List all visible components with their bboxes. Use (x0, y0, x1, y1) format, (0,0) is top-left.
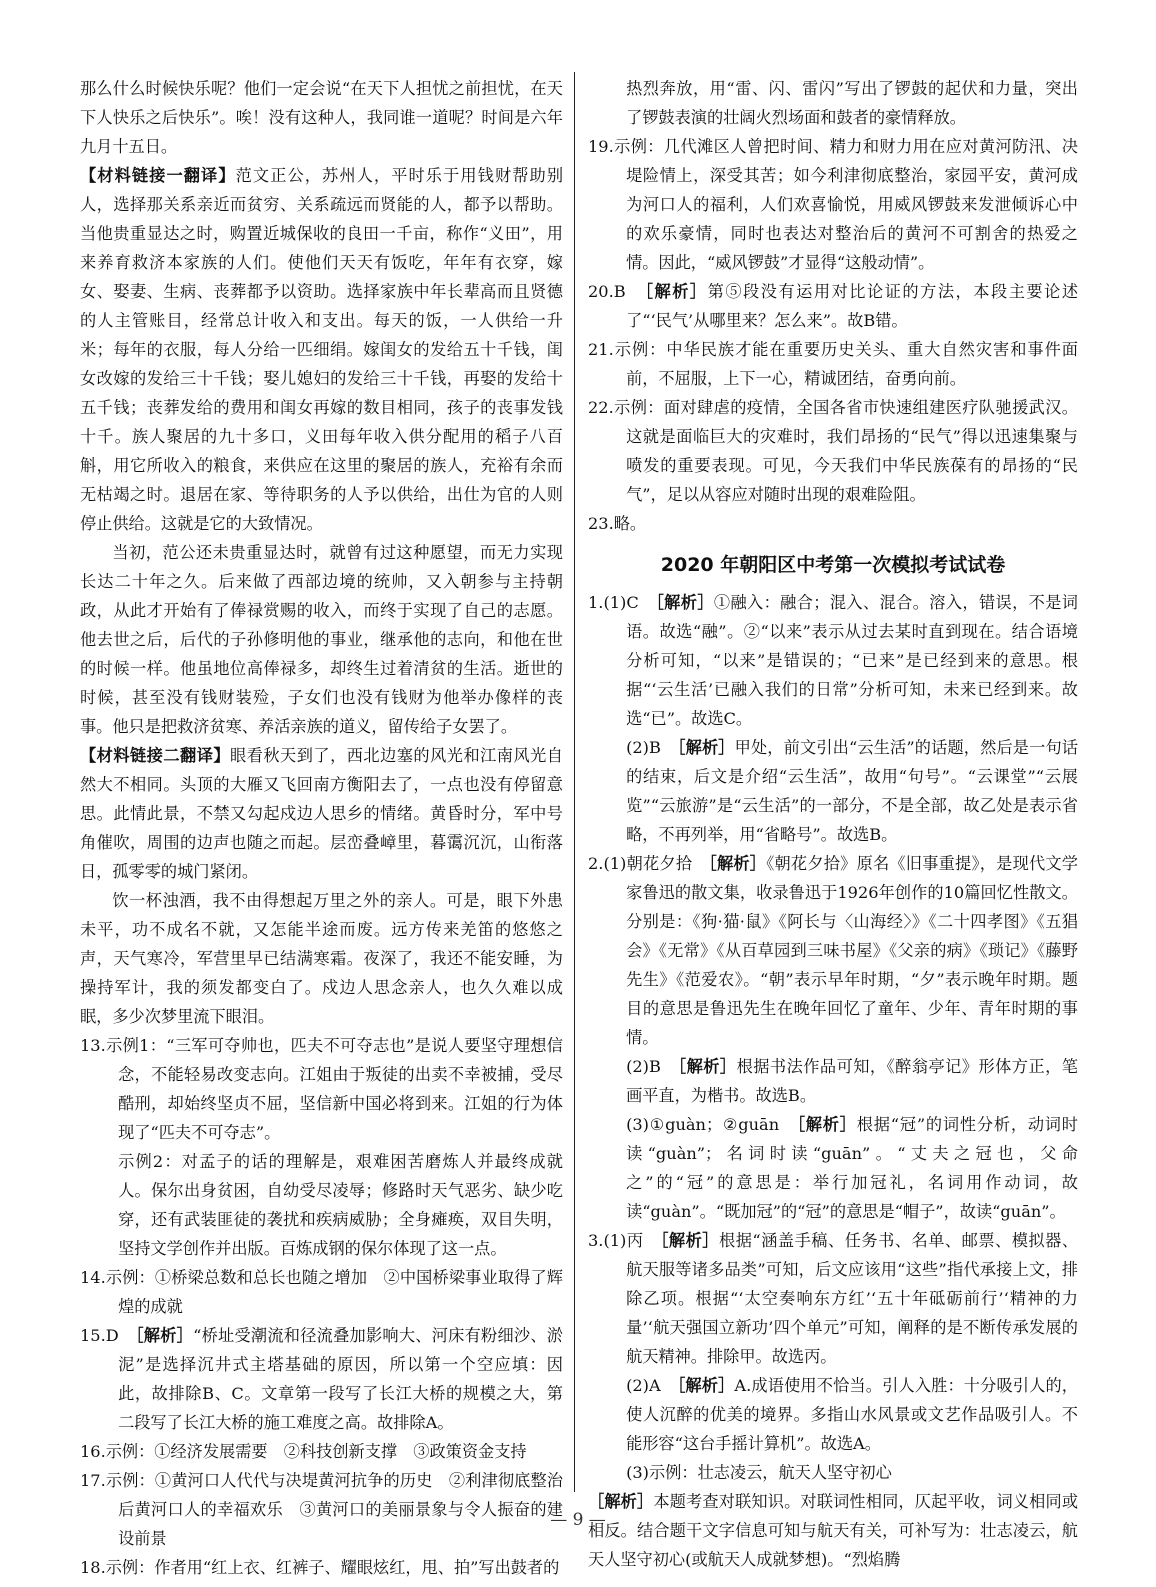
answer-item (588, 1371, 1078, 1458)
answer-text: 根据“冠”的词性分析，动词时读“guàn”；名词时读“guān”。“丈夫之冠也，父命之”的“冠”的意思是：举行加冠礼，名词用作动词，故读“guàn”。“既加冠”的“冠”的意思是“帽子”，故读“guān”。 (626, 1115, 1078, 1221)
paragraph-text: 眼看秋天到了，西北边塞的风光和江南风光自然大不相同。头顶的大雁又飞回南方衡阳去了，一点也没有停留意思。此情此景，不禁又勾起戍边人思乡的情绪。黄昏时分，军中号角催吹，周围的边声也随之而起。层峦叠嶂里，暮霭沉沉，山衔落日，孤零零的城门紧闭。 (80, 746, 563, 881)
answer-item: 22.示例：面对肆虐的疫情，全国各省市快速组建医疗队驰援武汉。这就是面临巨大的灾难时，我们昂扬的“民气”得以迅速集聚与喷发的重要表现。可见，今天我们中华民族葆有的昂扬的“民气”，足以从容应对随时出现的艰难险阻。 (588, 398, 1078, 504)
answer-key: 15.D (80, 1326, 136, 1345)
section-tag: 【材料链接一翻译】 (80, 166, 236, 185)
paragraph (80, 161, 563, 538)
answer-item: 热烈奔放，用“雷、闪、雷闪”写出了锣鼓的起伏和力量，突出了锣鼓表演的壮阔火烈场面和鼓者的豪情释放。 (626, 79, 1078, 127)
answer-text: 根据书法作品可知，《醉翁亭记》形体方正，笔画平直，为楷书。故选B。 (626, 1057, 1078, 1105)
answer-item (588, 733, 1078, 849)
analysis-tag: ［解析］ (655, 593, 714, 612)
answer-item: 23.略。 (588, 514, 647, 533)
paragraph: 那么什么时候快乐呢？他们一定会说“在天下人担忧之前担忧，在天下人快乐之后快乐”。唉！没有这种人，我同谁一道呢？时间是六年九月十五日。 (80, 79, 563, 156)
paragraph-text: 范文正公，苏州人，平时乐于用钱财帮助别人，选择那关系亲近而贫穷、关系疏远而贤能的人，都予以帮助。当他贵重显达之时，购置近城保收的良田一千亩，称作“义田”，用来养育救济本家族的人们。使他们天天有饭吃，年年有衣穿，嫁女、娶妻、生病、丧葬都予以资助。选择家族中年长辈高而且贤德的人主管账目，经常总计收入和支出。每天的饭，一人供给一升米；每年的衣服，每人分给一匹细绢。嫁闺女的发给五十千钱，闺女改嫁的发给三十千钱；娶儿媳妇的发给三十千钱，再娶的发给十五千钱；丧葬发给的费用和闺女再嫁的数目相同，孩子的丧事发钱十千。族人聚居的九十多口，义田每年收入供分配用的稻子八百斛，用它所收入的粮食，来供应在这里的聚居的族人，充裕有余而无枯竭之时。退居在家、等待职务的人予以供给，出仕为官的人则停止供给。这就是它的大致情况。 (80, 166, 564, 533)
analysis-tag: ［解析］ (135, 1326, 194, 1345)
answer-text: 《朝花夕拾》原名《旧事重提》，是现代文学家鲁迅的散文集，收录鲁迅于1926年创作的10篇回忆性散文。分别是：《狗·猫·鼠》《阿长与〈山海经〉》《二十四孝图》《五猖会》《无常》《从百草园到三味书屋》《父亲的病》《琐记》《藤野先生》《范爱农》。“朝”表示早年时期，“夕”表示晚年时期。题目的意思是鲁迅先生在晚年回忆了童年、少年、青年时期的事情。 (626, 854, 1078, 1047)
answer-text: 甲处，前文引出“云生活”的话题，然后是一句话的结束，后文是介绍“云生活”，故用“句号”。“云课堂”“云展览”“云旅游”是“云生活”的一部分，不是全部，故乙处是表示省略，不再列举，用“省略号”。故选B。 (626, 738, 1078, 844)
answer-text: ①融入：融合；混入、混合。溶入，错误，不是词语。故选“融”。②“以来”表示从过去某时直到现在。结合语境分析可知，“以来”是错误的；“已来”是已经到来的意思。根据“‘云生活’已融入我们的日常”分析可知，未来已经到来。故选“已”。故选C。 (626, 593, 1078, 728)
answer-item (588, 1226, 1078, 1371)
answer-item (588, 1052, 1078, 1110)
answer-key: (2)A (626, 1376, 678, 1395)
analysis-tag: ［解析］ (708, 854, 767, 873)
answer-key: 3.(1)丙 (588, 1231, 661, 1250)
answer-item: (3)示例：壮志凌云，航天人坚守初心 (626, 1463, 892, 1482)
answer-item (80, 1321, 563, 1437)
answer-key: (2)B (626, 1057, 679, 1076)
answer-item (588, 588, 1078, 733)
answer-item (588, 1110, 1078, 1226)
answer-item: 14.示例：①桥梁总数和总长也随之增加 ②中国桥梁事业取得了辉煌的成就 (80, 1268, 563, 1316)
page-number: — 9 — (550, 1510, 606, 1530)
answer-text: 第⑤段没有运用对比论证的方法，本段主要论述了“‘民气’从哪里来？怎么来”。故B错。 (626, 282, 1079, 330)
column-divider (574, 72, 575, 1492)
answer-key: 20.B (588, 282, 645, 301)
answer-text: 根据“涵盖手稿、任务书、名单、邮票、模拟器、航天服等诸多品类”可知，后文应该用“这些”指代承接上文，排除乙项。根据“‘太空奏响东方红’‘五十年砥砺前行’‘精神的力量’‘航天强国立新功’四个单元”可知，阐释的是不断传承发展的航天精神。排除甲。故选丙。 (626, 1231, 1079, 1366)
answer-item (588, 1487, 1078, 1574)
answer-item: 13.示例1：“三军可夺帅也，匹夫不可夺志也”是说人要坚守理想信念，不能轻易改变志向。江姐由于叛徒的出卖不幸被捕，受尽酷刑，却始终坚贞不屈，坚信新中国必将到来。江姐的行为体现了“匹夫不可夺志”。 (80, 1036, 563, 1142)
answer-item: 18.示例：作者用“红上衣、红裤子、耀眼炫红，甩、拍”写出鼓者的 (80, 1558, 560, 1577)
right-column (588, 74, 1078, 1574)
paragraph: 饮一杯浊酒，我不由得想起万里之外的亲人。可是，眼下外患未平，功不成名不就，又怎能半途而废。远方传来羌笛的悠悠之声，天气寒冷，军营里早已结满寒霜。夜深了，我还不能安睡，为操持军计，我的须发都变白了。戍边人思念亲人，也久久难以成眠，多少次梦里流下眼泪。 (80, 891, 563, 1026)
answer-key: (3)①guàn；②guān (626, 1115, 797, 1134)
answer-item (588, 849, 1078, 1052)
answer-key: (2)B (626, 738, 678, 757)
answer-text: “桥址受潮流和径流叠加影响大、河床有粉细沙、淤泥”是选择沉井式主塔基础的原因，所以第一个空应填：因此，故排除B、C。文章第一段写了长江大桥的规模之大，第二段写了长江大桥的施工难度之高。故排除A。 (118, 1326, 563, 1432)
answer-item: 示例2：对孟子的话的理解是，艰难困苦磨炼人并最终成就人。保尔出身贫困，自幼受尽凌辱；修路时天气恶劣、缺少吃穿，还有武装匪徒的袭扰和疾病威胁；全身瘫痪，双目失明，坚持文学创作并出版。百炼成钢的保尔体现了这一点。 (118, 1152, 563, 1258)
analysis-tag: ［解析］ (660, 1231, 720, 1250)
answer-item: 16.示例：①经济发展需要 ②科技创新支撑 ③政策资金支持 (80, 1442, 527, 1461)
answer-item (588, 277, 1078, 335)
analysis-tag: ［解析］ (588, 1492, 654, 1511)
paragraph (80, 741, 563, 886)
paragraph: 当初，范公还未贵重显达时，就曾有过这种愿望，而无力实现长达二十年之久。后来做了西部边境的统帅，又入朝参与主持朝政，从此才开始有了俸禄赏赐的收入，而终于实现了自己的志愿。他去世之后，后代的子孙修明他的事业，继承他的志向，和他在世的时候一样。他虽地位高俸禄多，却终生过着清贫的生活。逝世的时候，甚至没有钱财装殓，子女们也没有钱财为他举办像样的丧事。他只是把救济贫寒、养活亲族的道义，留传给子女罢了。 (80, 543, 563, 736)
answer-item: 21.示例：中华民族才能在重要历史关头、重大自然灾害和事件面前，不屈服，上下一心，精诚团结，奋勇向前。 (588, 340, 1078, 388)
analysis-tag: ［解析］ (677, 738, 735, 757)
analysis-tag: ［解析］ (677, 1376, 735, 1395)
analysis-tag: ［解析］ (796, 1115, 857, 1134)
answer-text: 本题考查对联知识。对联词性相同，仄起平收，词义相同或相反。结合题干文字信息可知与航天有关，可补写为：壮志凌云，航天人坚守初心(或航天人成就梦想)。“烈焰腾 (588, 1492, 1079, 1569)
answer-item: 17.示例：①黄河口人代代与决堤黄河抗争的历史 ②利津彻底整治后黄河口人的幸福欢乐 ③黄河口的美丽景象与令人振奋的建设前景 (80, 1471, 563, 1548)
left-column (80, 74, 563, 1582)
answer-item: 19.示例：几代滩区人曾把时间、精力和财力用在应对黄河防汛、决堤险情上，深受其苦；如今利津彻底整治，家园平安，黄河成为河口人的福利，人们欢喜愉悦，用威风锣鼓来发泄倾诉心中的欢乐豪情，同时也表达对整治后的黄河不可割舍的热爱之情。因此，“威风锣鼓”才显得“这般动情”。 (588, 137, 1078, 272)
analysis-tag: ［解析］ (644, 282, 708, 301)
section-tag: 【材料链接二翻译】 (80, 746, 231, 765)
answer-text: A.成语使用不恰当。引人入胜：十分吸引人的，使人沉醉的优美的境界。多指山水风景或文艺作品吸引人。不能形容“这台手摇计算机”。故选A。 (626, 1376, 1078, 1453)
answer-key: 1.(1)C (588, 593, 656, 612)
answer-key: 2.(1)朝花夕拾 (588, 854, 709, 873)
section-heading: 2020 年朝阳区中考第一次模拟考试试卷 (660, 554, 1006, 576)
analysis-tag: ［解析］ (678, 1057, 737, 1076)
